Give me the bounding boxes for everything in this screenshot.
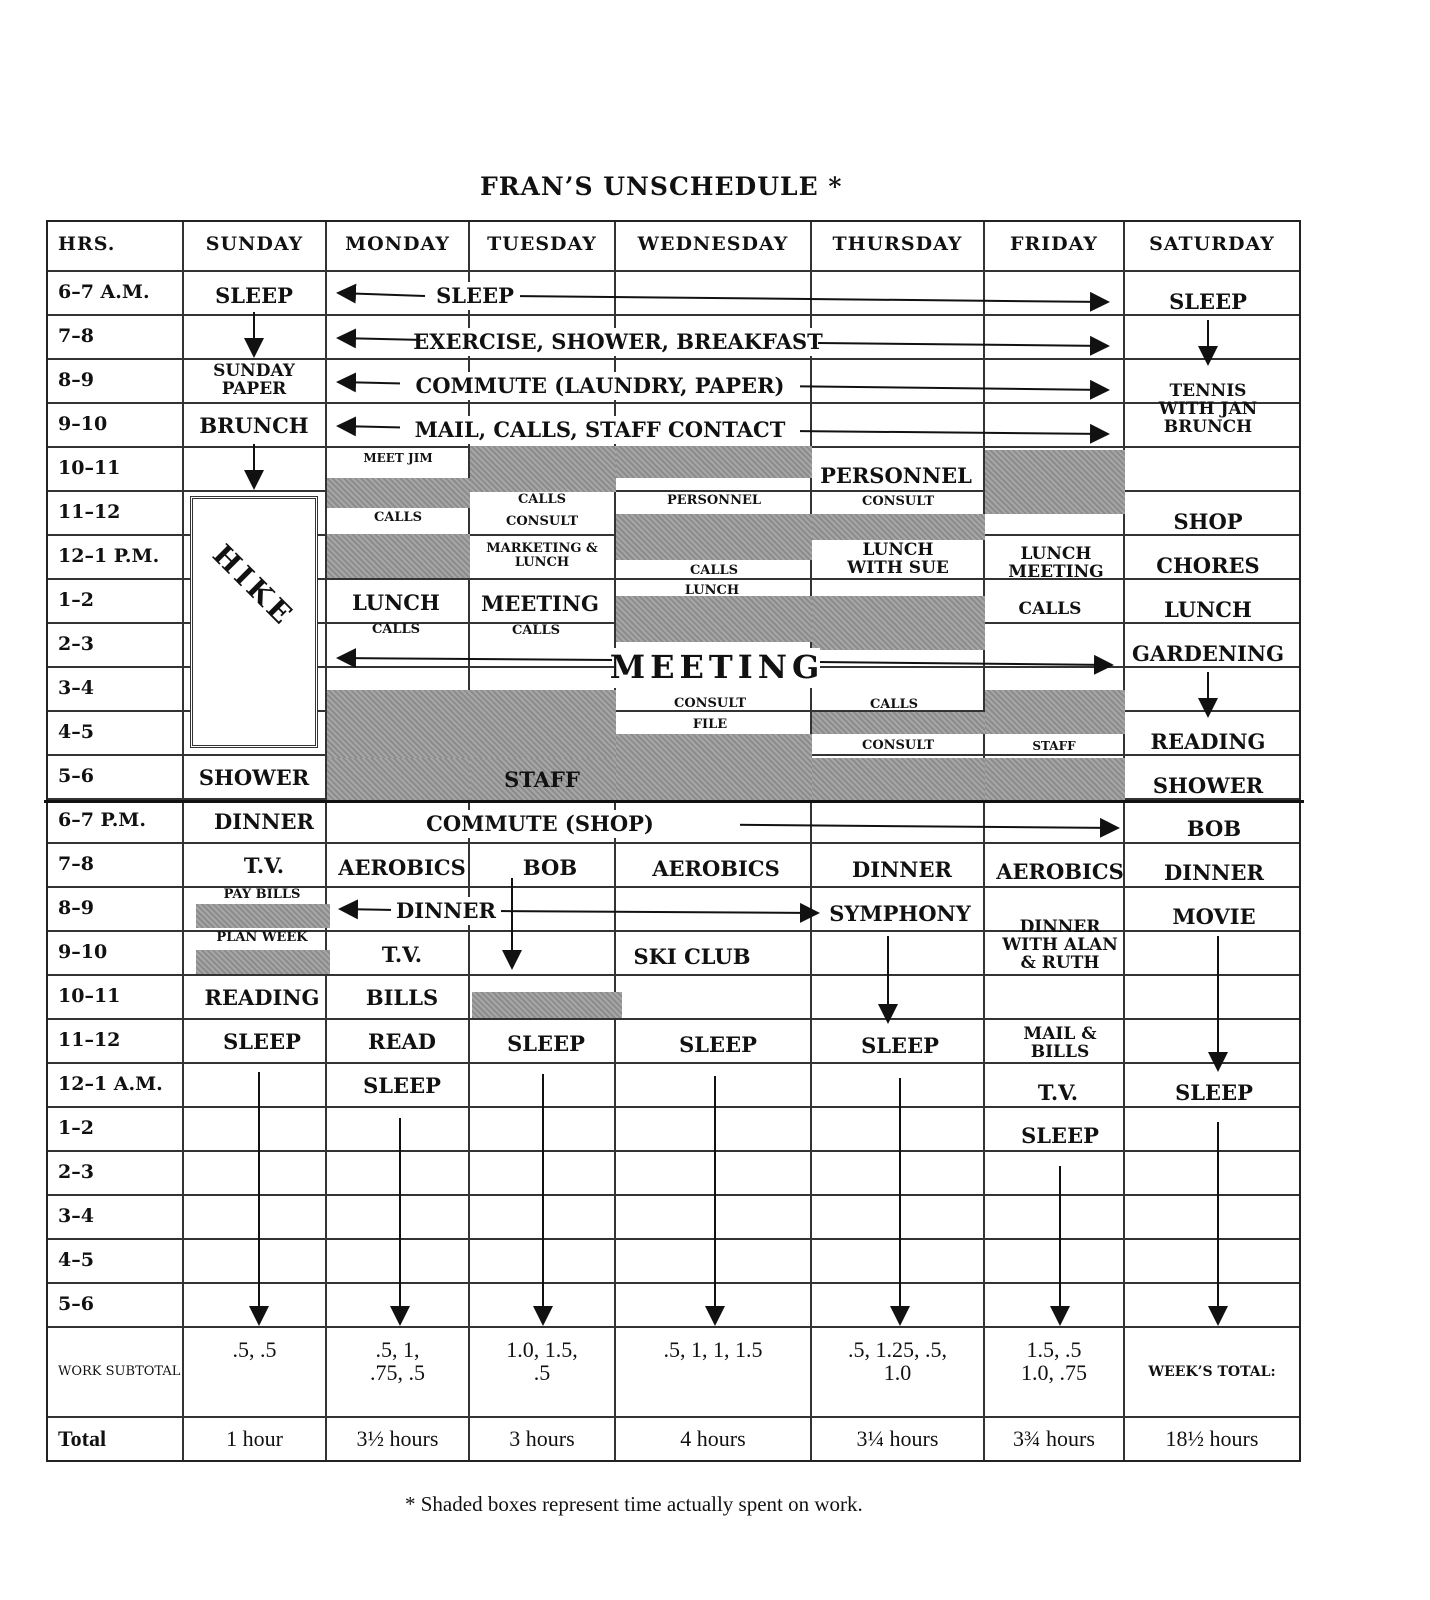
- entry-wed-lunch: LUNCH: [684, 583, 740, 599]
- time-slot: [327, 1152, 470, 1196]
- entry-fri-lunch: LUNCH MEETING: [1008, 544, 1104, 582]
- day-header-wednesday: WEDNESDAY: [616, 220, 812, 272]
- time-slot: [1125, 668, 1301, 712]
- work-shade: [985, 450, 1125, 514]
- day-header-tuesday: TUESDAY: [470, 220, 616, 272]
- time-slot: [616, 976, 812, 1020]
- time-slot: [985, 1152, 1125, 1196]
- total-value: 3 hours: [470, 1418, 616, 1462]
- time-slot: [1125, 448, 1301, 492]
- entry-sun-dinner: DINNER: [214, 808, 314, 834]
- entry-tue-meeting: MEETING: [481, 590, 599, 616]
- hour-label: 4–5: [46, 1240, 184, 1284]
- hour-label: 10–11: [46, 976, 184, 1020]
- work-shade: [327, 534, 470, 578]
- hour-label: 8–9: [46, 888, 184, 932]
- entry-wed-personnel: PERSONNEL: [666, 493, 761, 509]
- entry-mon-meetjim: MEET JIM: [363, 450, 433, 465]
- entry-mon-calls2: CALLS: [371, 622, 421, 638]
- entry-sun-tv: T.V.: [243, 852, 285, 878]
- time-slot: [812, 404, 985, 448]
- entry-sat-reading: READING: [1150, 728, 1266, 754]
- hour-label: 1–2: [46, 580, 184, 624]
- time-slot: [1125, 932, 1301, 976]
- am-pm-divider: [44, 800, 1304, 803]
- hour-label: 5–6: [46, 756, 184, 800]
- time-slot: [812, 1196, 985, 1240]
- entry-mon-aerobics: AEROBICS: [338, 854, 466, 880]
- time-slot: [1125, 1284, 1301, 1328]
- time-slot: [985, 624, 1125, 668]
- entry-fri-dinner: DINNER WITH ALAN & RUTH: [1002, 917, 1118, 973]
- time-slot: [184, 316, 327, 360]
- time-slot: [470, 1240, 616, 1284]
- time-slot: [985, 800, 1125, 844]
- hour-label: 2–3: [46, 624, 184, 668]
- time-slot: [1125, 976, 1301, 1020]
- time-slot: [812, 272, 985, 316]
- work-shade: [985, 758, 1125, 800]
- time-slot: [985, 1196, 1125, 1240]
- entry-sun-sleep2: SLEEP: [223, 1028, 301, 1054]
- time-slot: [1125, 1108, 1301, 1152]
- weeks-total-label: WEEK’S TOTAL:: [1125, 1328, 1301, 1418]
- time-slot: [470, 1152, 616, 1196]
- entry-mon-calls1: CALLS: [373, 510, 423, 526]
- day-header-monday: MONDAY: [327, 220, 470, 272]
- entry-sat-gardening: GARDENING: [1131, 640, 1285, 666]
- entry-mon-read: READ: [368, 1028, 436, 1054]
- time-slot: [184, 448, 327, 492]
- time-slot: [985, 1284, 1125, 1328]
- day-header-saturday: SATURDAY: [1125, 220, 1301, 272]
- hike-label: HIKE: [206, 538, 302, 633]
- entry-wed-calls: CALLS: [689, 563, 739, 579]
- total-label: Total: [46, 1418, 184, 1462]
- schedule-grid: [46, 220, 1301, 1465]
- total-value: 4 hours: [616, 1418, 812, 1462]
- time-slot: [1125, 1020, 1301, 1064]
- time-slot: [327, 1196, 470, 1240]
- entry-thu-lunch: LUNCH WITH SUE: [847, 540, 949, 578]
- time-slot: [184, 1152, 327, 1196]
- hour-label: 12–1 P.M.: [46, 536, 184, 580]
- hour-label: 10–11: [46, 448, 184, 492]
- time-slot: [812, 932, 985, 976]
- work-shade: [616, 514, 812, 560]
- entry-fri-staff: STAFF: [1032, 738, 1076, 753]
- hour-label: 7–8: [46, 316, 184, 360]
- time-slot: [985, 272, 1125, 316]
- time-slot: [616, 1064, 812, 1108]
- entry-sun-paper: SUNDAY PAPER: [213, 361, 295, 399]
- entry-sat-sleep: SLEEP: [1169, 288, 1247, 314]
- entry-sun-brunch: BRUNCH: [199, 412, 309, 438]
- hike-box: [190, 496, 318, 748]
- hour-label: 9–10: [46, 404, 184, 448]
- time-slot: [184, 1196, 327, 1240]
- day-header-sunday: SUNDAY: [184, 220, 327, 272]
- entry-wk-mail: MAIL, CALLS, STAFF CONTACT: [400, 416, 800, 444]
- time-slot: [327, 1284, 470, 1328]
- work-shade: [196, 950, 330, 974]
- time-slot: [1125, 316, 1301, 360]
- time-slot: [616, 1152, 812, 1196]
- time-slot: [812, 1152, 985, 1196]
- entry-meeting: MEETING: [609, 648, 825, 687]
- time-slot: [616, 1196, 812, 1240]
- total-value: 3¾ hours: [985, 1418, 1125, 1462]
- entry-thu-sleep: SLEEP: [861, 1032, 939, 1058]
- time-slot: [812, 360, 985, 404]
- time-slot: [812, 800, 985, 844]
- entry-tue-bob: BOB: [522, 854, 578, 880]
- hour-label: 7–8: [46, 844, 184, 888]
- entry-sun-paybills: PAY BILLS: [223, 887, 301, 903]
- time-slot: [327, 1108, 470, 1152]
- time-slot: [1125, 1152, 1301, 1196]
- day-header-thursday: THURSDAY: [812, 220, 985, 272]
- entry-wk-commute: COMMUTE (LAUNDRY, PAPER): [400, 372, 800, 400]
- hour-label: 9–10: [46, 932, 184, 976]
- work-subtotal-label: WORK SUBTOTAL: [46, 1328, 184, 1418]
- hour-label: 6–7 P.M.: [46, 800, 184, 844]
- entry-mon-dinner: DINNER: [391, 897, 501, 925]
- entry-thu-dinner: DINNER: [852, 856, 952, 882]
- total-value: 1 hour: [184, 1418, 327, 1462]
- hour-label: 6–7 A.M.: [46, 272, 184, 316]
- work-shade: [616, 734, 812, 800]
- hour-label: 1–2: [46, 1108, 184, 1152]
- entry-sun-shower: SHOWER: [198, 764, 310, 790]
- entry-sun-reading: READING: [204, 984, 320, 1010]
- time-slot: [616, 1284, 812, 1328]
- time-slot: [184, 1108, 327, 1152]
- time-slot: [812, 1064, 985, 1108]
- entry-tue-sleep: SLEEP: [507, 1030, 585, 1056]
- hour-label: 4–5: [46, 712, 184, 756]
- time-slot: [616, 1240, 812, 1284]
- entry-tue-marketing: MARKETING & LUNCH: [486, 541, 598, 570]
- entry-fri-aerobics: AEROBICS: [996, 858, 1124, 884]
- hour-label: 2–3: [46, 1152, 184, 1196]
- time-slot: [985, 316, 1125, 360]
- time-slot: [985, 1240, 1125, 1284]
- entry-sat-lunch: LUNCH: [1164, 596, 1252, 622]
- work-subtotal-value: .5, 1, .75, .5: [327, 1328, 470, 1418]
- time-slot: [470, 1196, 616, 1240]
- time-slot: [812, 1240, 985, 1284]
- entry-mon-lunch: LUNCH: [352, 589, 440, 615]
- time-slot: [470, 1284, 616, 1328]
- entry-wk-commute-pm: COMMUTE (SHOP): [340, 810, 740, 838]
- total-value: 3½ hours: [327, 1418, 470, 1462]
- time-slot: [985, 360, 1125, 404]
- entry-tue-consult: CONSULT: [505, 514, 579, 530]
- time-slot: [616, 1108, 812, 1152]
- hour-label: 3–4: [46, 1196, 184, 1240]
- day-header-friday: FRIDAY: [985, 220, 1125, 272]
- entry-thu-symphony: SYMPHONY: [829, 900, 971, 926]
- work-shade: [327, 758, 470, 800]
- entry-wed-consult: CONSULT: [673, 696, 747, 712]
- entry-fri-tv: T.V.: [1037, 1079, 1079, 1105]
- time-slot: [985, 976, 1125, 1020]
- time-slot: [1125, 1240, 1301, 1284]
- entry-sat-chores: CHORES: [1156, 552, 1260, 578]
- work-shade: [327, 690, 616, 758]
- total-value: 18½ hours: [1125, 1418, 1301, 1462]
- entry-sat-shower: SHOWER: [1152, 772, 1264, 798]
- entry-thu-consult2: CONSULT: [861, 738, 935, 754]
- time-slot: [812, 1108, 985, 1152]
- footnote: * Shaded boxes represent time actually spent on work.: [405, 1492, 863, 1516]
- hour-label: 3–4: [46, 668, 184, 712]
- entry-mon-tv: T.V.: [381, 941, 423, 967]
- entry-sat-bob: BOB: [1186, 815, 1242, 841]
- hour-label: 12–1 A.M.: [46, 1064, 184, 1108]
- entry-sat-tennis: TENNIS WITH JAN BRUNCH: [1158, 381, 1258, 437]
- entry-sat-shop: SHOP: [1173, 508, 1243, 534]
- time-slot: [184, 1240, 327, 1284]
- entry-fri-calls: CALLS: [1018, 599, 1082, 620]
- work-shade: [812, 758, 985, 800]
- entry-sat-movie: MOVIE: [1172, 903, 1256, 929]
- hour-label: 8–9: [46, 360, 184, 404]
- entry-thu-calls: CALLS: [869, 697, 919, 713]
- entry-wed-skiclub: SKI CLUB: [633, 943, 751, 969]
- entry-wed-aerobics: AEROBICS: [652, 855, 780, 881]
- work-subtotal-value: 1.5, .5 1.0, .75: [985, 1328, 1125, 1418]
- entry-tue-staff: STAFF: [504, 766, 580, 792]
- entry-wk-sleep: SLEEP: [430, 282, 520, 310]
- total-value: 3¼ hours: [812, 1418, 985, 1462]
- entry-wk-exercise: EXERCISE, SHOWER, BREAKFAST: [418, 328, 818, 356]
- work-subtotal-value: .5, 1.25, .5, 1.0: [812, 1328, 985, 1418]
- time-slot: [812, 1284, 985, 1328]
- time-slot: [1125, 1196, 1301, 1240]
- work-subtotal-value: .5, 1, 1, 1.5: [616, 1328, 812, 1418]
- entry-sun-sleep: SLEEP: [215, 282, 293, 308]
- hour-label: 11–12: [46, 492, 184, 536]
- entry-sat-sleep2: SLEEP: [1175, 1079, 1253, 1105]
- entry-sun-planweek: PLAN WEEK: [216, 930, 308, 946]
- entry-thu-consult: CONSULT: [861, 494, 935, 510]
- entry-tue-calls: CALLS: [517, 492, 567, 508]
- time-slot: [812, 976, 985, 1020]
- work-shade: [472, 992, 622, 1018]
- work-subtotal-value: 1.0, 1.5, .5: [470, 1328, 616, 1418]
- hour-label: 5–6: [46, 1284, 184, 1328]
- entry-wed-sleep: SLEEP: [679, 1031, 757, 1057]
- entry-wed-file: FILE: [692, 717, 728, 733]
- time-slot: [184, 1064, 327, 1108]
- time-slot: [985, 404, 1125, 448]
- hrs-header: HRS.: [46, 220, 184, 272]
- entry-mon-sleep: SLEEP: [363, 1072, 441, 1098]
- entry-fri-mail: MAIL & BILLS: [1023, 1024, 1097, 1062]
- entry-sat-dinner: DINNER: [1164, 859, 1264, 885]
- time-slot: [812, 316, 985, 360]
- entry-fri-sleep: SLEEP: [1021, 1122, 1099, 1148]
- time-slot: [616, 888, 812, 932]
- entry-tue-calls2: CALLS: [511, 623, 561, 639]
- work-subtotal-value: .5, .5: [184, 1328, 327, 1418]
- time-slot: [616, 272, 812, 316]
- time-slot: [327, 1240, 470, 1284]
- time-slot: [470, 1108, 616, 1152]
- entry-mon-bills: BILLS: [365, 984, 439, 1010]
- entry-thu-personnel: PERSONNEL: [820, 462, 972, 488]
- work-shade: [616, 446, 812, 478]
- work-shade: [985, 690, 1125, 734]
- hour-label: 11–12: [46, 1020, 184, 1064]
- page-title: FRAN’S UNSCHEDULE *: [480, 172, 843, 201]
- time-slot: [184, 1284, 327, 1328]
